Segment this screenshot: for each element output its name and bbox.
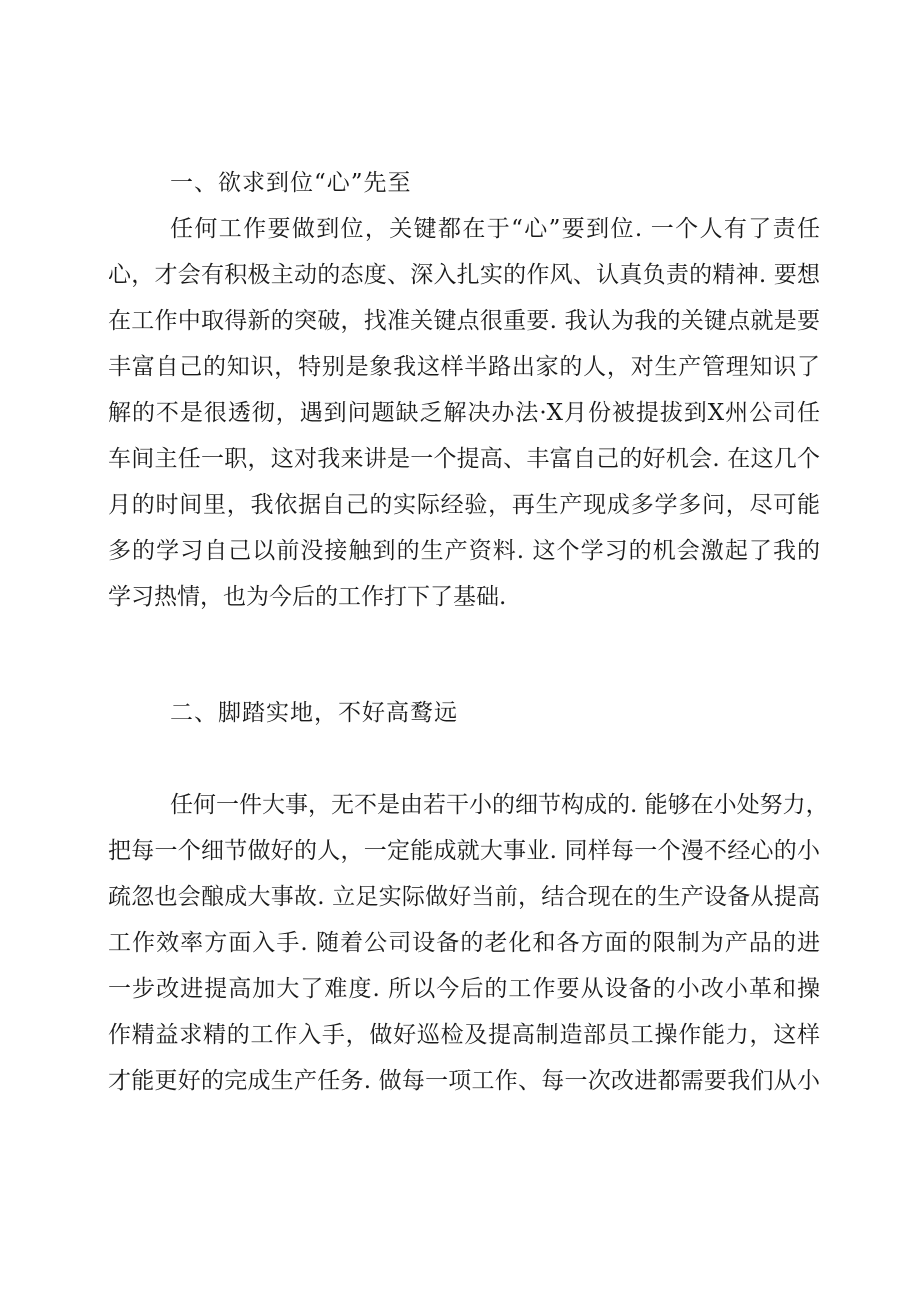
section-2-paragraph-line: 才能更好的完成生产任务. 做每一项工作、每一次改进都需要我们从小 <box>108 1068 820 1094</box>
section-1-paragraph-line: 多的学习自己以前没接触到的生产资料. 这个学习的机会激起了我的 <box>108 538 820 564</box>
section-1-heading: 一、欲求到位“心”先至 <box>170 170 412 196</box>
section-2-paragraph-line: 工作效率方面入手. 随着公司设备的老化和各方面的限制为产品的进 <box>108 930 820 956</box>
section-2-heading: 二、脚踏实地，不好高鹜远 <box>170 700 458 726</box>
section-2-paragraph-line: 把每一个细节做好的人，一定能成就大事业. 同样每一个漫不经心的小 <box>108 838 820 864</box>
section-1-paragraph-line: 在工作中取得新的突破，找准关键点很重要. 我认为我的关键点就是要 <box>108 308 820 334</box>
section-1-paragraph-line: 学习热情，也为今后的工作打下了基础. <box>108 584 507 610</box>
section-2-paragraph-line: 一步改进提高加大了难度. 所以今后的工作要从设备的小改小革和操 <box>108 976 820 1002</box>
section-1-paragraph-line: 月的时间里，我依据自己的实际经验，再生产现成多学多问，尽可能 <box>108 492 820 518</box>
section-2-paragraph-line: 疏忽也会酿成大事故. 立足实际做好当前，结合现在的生产设备从提高 <box>108 884 820 910</box>
section-1-paragraph-line: 心，才会有积极主动的态度、深入扎实的作风、认真负责的精神. 要想 <box>108 262 820 288</box>
section-2-paragraph-line: 作精益求精的工作入手，做好巡检及提高制造部员工操作能力，这样 <box>108 1022 820 1048</box>
section-1-paragraph-line: 任何工作要做到位，关键都在于“心”要到位. 一个人有了责任 <box>170 216 820 242</box>
section-1-paragraph-line: 解的不是很透彻，遇到问题缺乏解决办法·X月份被提拔到X州公司任 <box>108 400 820 426</box>
section-1-paragraph-line: 丰富自己的知识，特别是象我这样半路出家的人，对生产管理知识了 <box>108 354 820 380</box>
section-1-paragraph-line: 车间主任一职，这对我来讲是一个提高、丰富自己的好机会. 在这几个 <box>108 446 820 472</box>
section-2-paragraph-line: 任何一件大事，无不是由若干小的细节构成的. 能够在小处努力， <box>170 792 829 818</box>
